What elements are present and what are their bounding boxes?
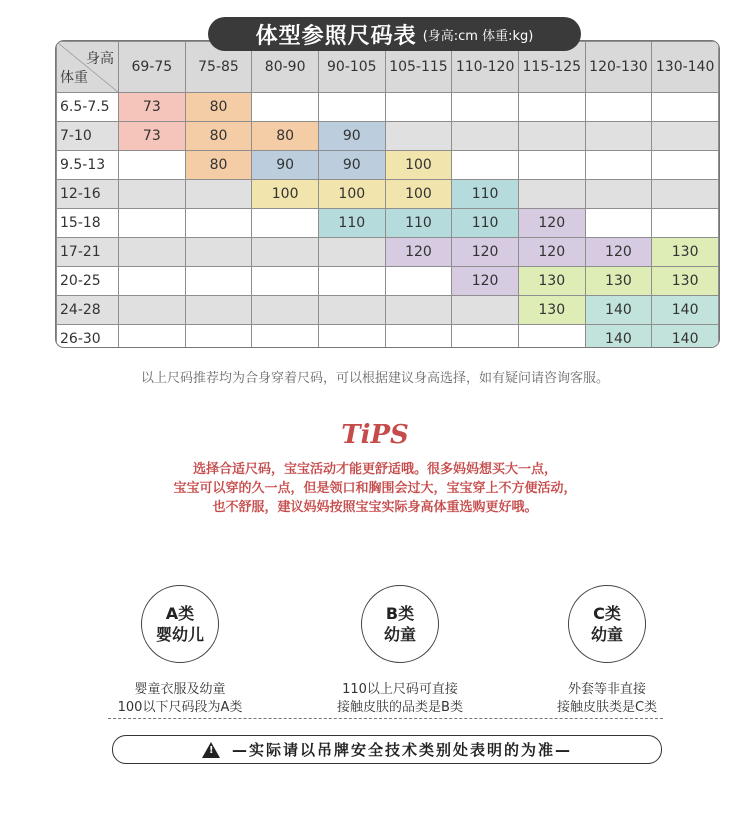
size-cell: 80 <box>185 151 252 180</box>
size-cell: 90 <box>318 151 385 180</box>
column-header: 110-120 <box>452 42 519 93</box>
size-cell <box>119 296 186 325</box>
size-cell: 100 <box>385 151 452 180</box>
size-cell <box>652 151 719 180</box>
table-row <box>57 238 719 267</box>
size-cell <box>518 151 585 180</box>
safety-warning-banner <box>112 735 662 764</box>
table-row <box>57 296 719 325</box>
dashed-divider <box>108 718 663 719</box>
category-a-desc-line: 婴童衣服及幼童 <box>134 682 226 697</box>
size-cell: 120 <box>452 238 519 267</box>
category-a-desc <box>95 681 265 717</box>
size-cell: 80 <box>252 122 319 151</box>
size-cell <box>252 325 319 349</box>
title-main: 体型参照尺码表 <box>255 23 417 49</box>
column-header: 80-90 <box>252 42 319 93</box>
size-cell: 100 <box>385 180 452 209</box>
size-cell <box>518 325 585 349</box>
size-cell <box>185 209 252 238</box>
size-cell <box>585 122 652 151</box>
size-cell: 110 <box>318 209 385 238</box>
size-cell: 120 <box>518 209 585 238</box>
table-body <box>57 93 719 349</box>
size-cell <box>318 93 385 122</box>
size-cell <box>119 209 186 238</box>
size-cell <box>119 267 186 296</box>
row-label: 26-30 <box>57 325 119 349</box>
size-cell <box>185 267 252 296</box>
size-cell: 120 <box>452 267 519 296</box>
size-cell <box>585 93 652 122</box>
safety-warning-text: —实际请以吊牌安全技术类别处表明的为准— <box>231 741 572 759</box>
size-cell <box>252 93 319 122</box>
size-cell <box>385 325 452 349</box>
size-cell <box>119 238 186 267</box>
size-cell <box>452 122 519 151</box>
size-cell <box>252 209 319 238</box>
size-cell <box>318 267 385 296</box>
category-c-desc-line: 外套等非直接 <box>567 682 646 697</box>
size-table <box>55 40 720 348</box>
size-cell <box>452 325 519 349</box>
size-cell: 80 <box>185 122 252 151</box>
category-b-name: B类 <box>385 604 415 623</box>
size-cell <box>252 296 319 325</box>
size-cell: 110 <box>452 209 519 238</box>
category-a-group: 婴幼儿 <box>155 625 204 644</box>
size-cell: 130 <box>518 296 585 325</box>
size-cell <box>652 93 719 122</box>
corner-cell <box>57 42 119 93</box>
size-cell <box>585 209 652 238</box>
row-label: 15-18 <box>57 209 119 238</box>
size-cell <box>318 238 385 267</box>
row-label: 7-10 <box>57 122 119 151</box>
corner-weight-label: 体重 <box>60 70 88 86</box>
category-c-group: 幼童 <box>590 625 623 644</box>
size-cell: 120 <box>385 238 452 267</box>
size-note: 以上尺码推荐均为合身穿着尺码，可以根据建议身高选择，如有疑问请咨询客服。 <box>140 371 609 386</box>
category-a-name: A类 <box>165 604 195 623</box>
tips-line: 宝宝可以穿的久一点，但是领口和胸围会过大，宝宝穿上不方便活动， <box>173 481 577 496</box>
size-cell <box>518 180 585 209</box>
category-c-desc-line: 接触皮肤类是C类 <box>556 700 658 715</box>
size-cell <box>385 122 452 151</box>
category-b <box>315 585 485 717</box>
size-cell: 130 <box>518 267 585 296</box>
size-cell <box>452 296 519 325</box>
category-b-group: 幼童 <box>383 625 416 644</box>
category-b-desc-line: 接触皮肤的品类是B类 <box>337 700 463 715</box>
category-a <box>95 585 265 717</box>
size-cell <box>185 238 252 267</box>
size-cell <box>452 151 519 180</box>
tips-line: 也不舒服，建议妈妈按照宝宝实际身高体重选购更好哦。 <box>212 500 538 515</box>
column-header: 115-125 <box>518 42 585 93</box>
tips-title: TiPS <box>341 420 409 450</box>
size-cell: 140 <box>585 296 652 325</box>
table-row <box>57 325 719 349</box>
size-cell: 130 <box>652 267 719 296</box>
size-cell: 100 <box>252 180 319 209</box>
size-cell <box>119 325 186 349</box>
table-row <box>57 267 719 296</box>
tips-body <box>0 460 750 517</box>
category-c-badge <box>568 585 646 663</box>
size-cell <box>385 93 452 122</box>
table-row <box>57 180 719 209</box>
column-header: 105-115 <box>385 42 452 93</box>
column-header: 120-130 <box>585 42 652 93</box>
size-cell: 110 <box>452 180 519 209</box>
size-cell <box>252 267 319 296</box>
column-header: 75-85 <box>185 42 252 93</box>
size-cell <box>318 325 385 349</box>
size-cell <box>452 93 519 122</box>
size-cell <box>119 151 186 180</box>
category-a-desc-line: 100以下尺码段为A类 <box>117 700 243 715</box>
row-label: 9.5-13 <box>57 151 119 180</box>
size-cell: 110 <box>385 209 452 238</box>
size-cell <box>385 267 452 296</box>
table-row <box>57 151 719 180</box>
category-c-name: C类 <box>593 604 621 623</box>
size-cell: 90 <box>318 122 385 151</box>
table-row <box>57 122 719 151</box>
table-row <box>57 93 719 122</box>
size-cell <box>185 296 252 325</box>
size-cell <box>252 238 319 267</box>
row-label: 12-16 <box>57 180 119 209</box>
category-a-badge <box>141 585 219 663</box>
size-cell: 120 <box>518 238 585 267</box>
row-label: 24-28 <box>57 296 119 325</box>
row-label: 20-25 <box>57 267 119 296</box>
size-cell: 130 <box>652 238 719 267</box>
size-cell <box>385 296 452 325</box>
title-sub: (身高:cm 体重:kg) <box>422 28 534 44</box>
tips-line: 选择合适尺码，宝宝活动才能更舒适哦。很多妈妈想买大一点， <box>192 462 557 477</box>
size-cell: 140 <box>652 296 719 325</box>
size-cell <box>318 296 385 325</box>
size-cell: 140 <box>585 325 652 349</box>
size-cell: 90 <box>252 151 319 180</box>
size-cell <box>652 209 719 238</box>
size-cell <box>518 122 585 151</box>
table-row <box>57 209 719 238</box>
column-header: 90-105 <box>318 42 385 93</box>
category-b-desc-line: 110以上尺码可直接 <box>342 682 458 697</box>
chart-title <box>208 17 581 51</box>
size-cell: 80 <box>185 93 252 122</box>
category-c <box>522 585 692 717</box>
size-cell <box>185 180 252 209</box>
row-label: 17-21 <box>57 238 119 267</box>
warning-triangle-icon: ! <box>202 742 220 758</box>
size-cell: 120 <box>585 238 652 267</box>
size-cell <box>518 93 585 122</box>
column-header: 130-140 <box>652 42 719 93</box>
size-cell: 130 <box>585 267 652 296</box>
size-cell <box>585 180 652 209</box>
size-cell: 73 <box>119 93 186 122</box>
column-header: 69-75 <box>119 42 186 93</box>
category-c-desc <box>522 681 692 717</box>
size-cell: 140 <box>652 325 719 349</box>
category-b-badge <box>361 585 439 663</box>
corner-height-label: 身高 <box>86 51 114 67</box>
size-cell <box>185 325 252 349</box>
size-cell <box>652 180 719 209</box>
size-cell: 100 <box>318 180 385 209</box>
category-b-desc <box>315 681 485 717</box>
size-cell <box>652 122 719 151</box>
row-label: 6.5-7.5 <box>57 93 119 122</box>
size-cell: 73 <box>119 122 186 151</box>
size-cell <box>585 151 652 180</box>
size-cell <box>119 180 186 209</box>
